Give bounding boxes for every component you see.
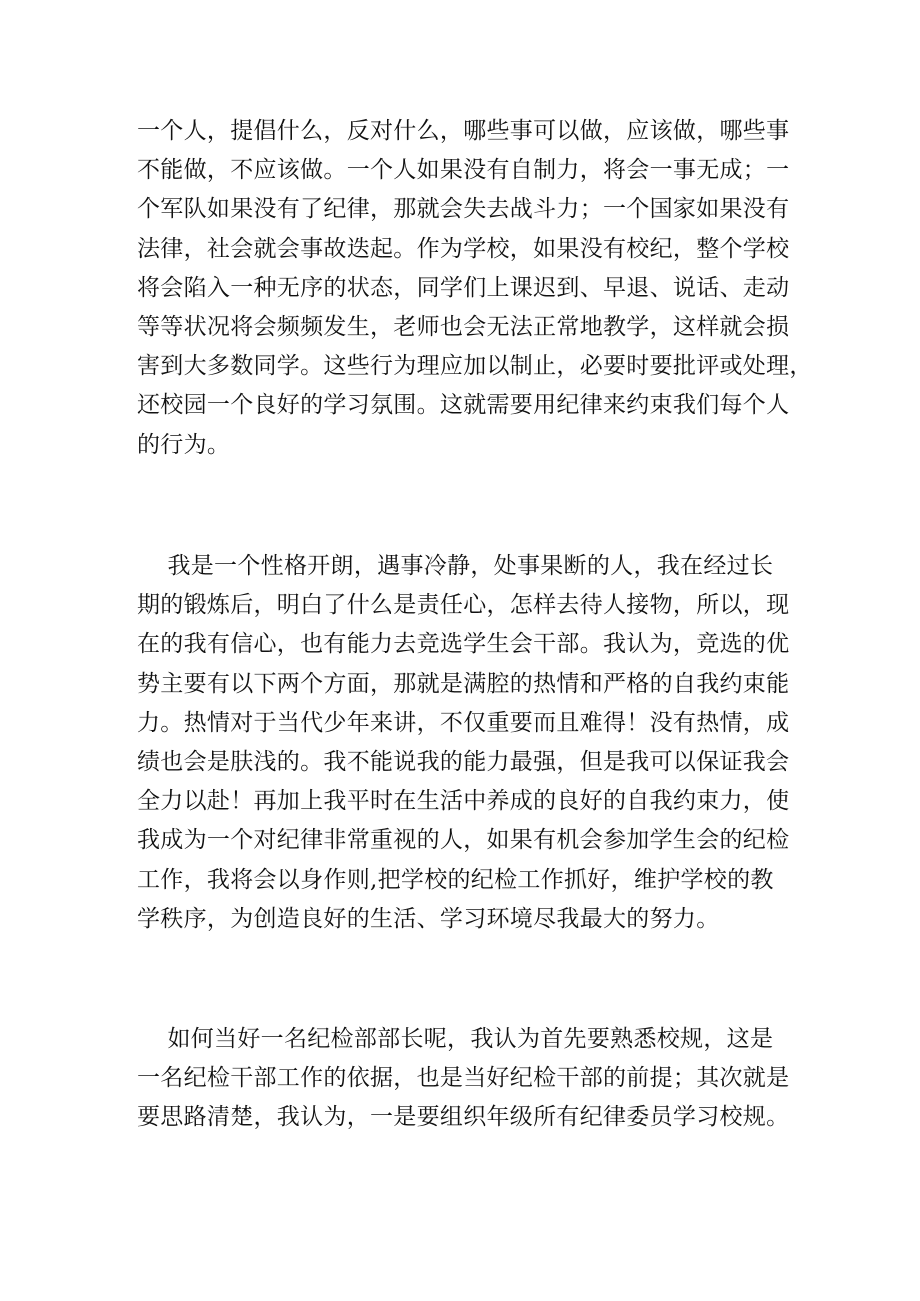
paragraph-line: 害到大多数同学。这些行为理应加以制止，必要时要批评或处理，	[137, 353, 813, 380]
paragraph-line: 全力以赴！再加上我平时在生活中养成的良好的自我约束力，使	[137, 788, 790, 815]
paragraph-3	[137, 1020, 797, 1138]
paragraph-line: 我是一个性格开朗，遇事冷静，处事果断的人，我在经过长	[137, 553, 774, 579]
paragraph-line: 一名纪检干部工作的依据，也是当好纪检干部的前提；其次就是	[137, 1065, 790, 1092]
paragraph-line: 一个人，提倡什么，反对什么，哪些事可以做，应该做，哪些事	[137, 118, 790, 144]
paragraph-1	[137, 112, 813, 465]
paragraph-line: 等等状况将会频频发生，老师也会无法正常地教学，这样就会损	[137, 313, 790, 340]
paragraph-line: 不能做，不应该做。一个人如果没有自制力，将会一事无成；一	[137, 157, 790, 184]
paragraph-line: 要思路清楚，我认为，一是要组织年级所有纪律委员学习校规。	[137, 1104, 790, 1131]
paragraph-line: 将会陷入一种无序的状态，同学们上课迟到、早退、说话、走动	[137, 274, 790, 301]
paragraph-line: 还校园一个良好的学习氛围。这就需要用纪律来约束我们每个人	[137, 392, 790, 419]
paragraph-line: 学秩序，为创造良好的生活、学习环境尽我最大的努力。	[137, 905, 720, 932]
paragraph-line: 如何当好一名纪检部部长呢，我认为首先要熟悉校规，这是	[137, 1026, 774, 1052]
paragraph-line: 期的锻炼后，明白了什么是责任心，怎样去待人接物，所以，现	[137, 592, 790, 619]
paragraph-line: 个军队如果没有了纪律，那就会失去战斗力；一个国家如果没有	[137, 196, 790, 223]
paragraph-line: 我成为一个对纪律非常重视的人，如果有机会参加学生会的纪检	[137, 827, 790, 854]
paragraph-line: 力。热情对于当代少年来讲，不仅重要而且难得！没有热情，成	[137, 709, 790, 736]
paragraph-2	[137, 547, 797, 939]
paragraph-line: 势主要有以下两个方面，那就是满腔的热情和严格的自我约束能	[137, 670, 790, 697]
paragraph-line: 在的我有信心，也有能力去竞选学生会干部。我认为，竞选的优	[137, 631, 790, 658]
paragraph-line: 的行为。	[137, 431, 231, 458]
paragraph-line: 工作，我将会以身作则,把学校的纪检工作抓好，维护学校的教	[137, 866, 774, 893]
paragraph-line: 法律，社会就会事故迭起。作为学校，如果没有校纪，整个学校	[137, 235, 790, 262]
paragraph-line: 绩也会是肤浅的。我不能说我的能力最强，但是我可以保证我会	[137, 748, 790, 775]
